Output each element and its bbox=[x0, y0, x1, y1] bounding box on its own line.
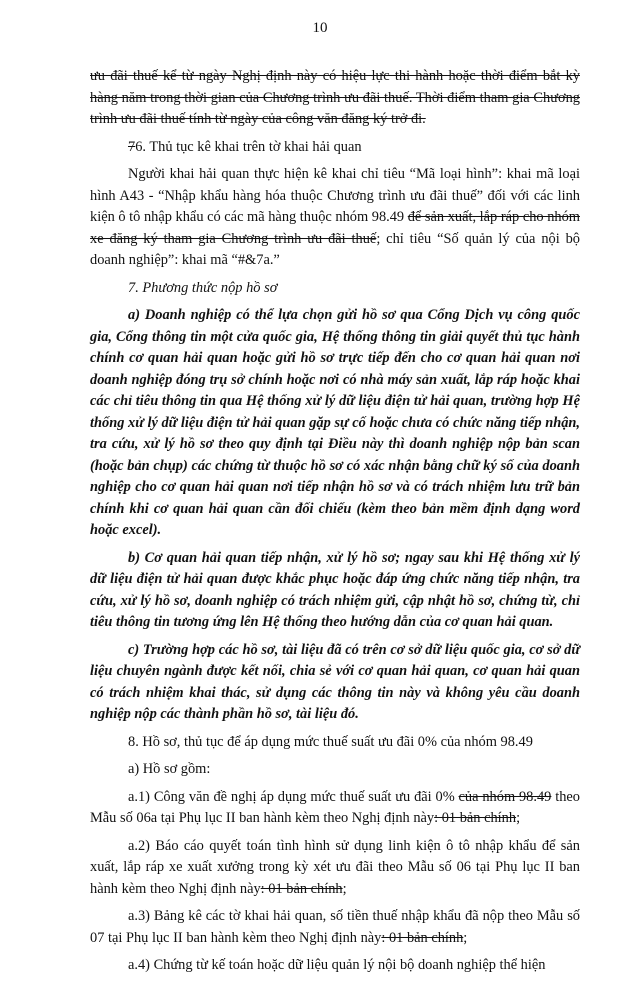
paragraph-a4 bbox=[90, 955, 580, 977]
paragraph-a3 bbox=[90, 906, 580, 949]
heading-item-8 bbox=[90, 732, 580, 754]
text-run: ; bbox=[463, 929, 468, 946]
paragraph-item-b bbox=[90, 548, 580, 634]
document-body bbox=[90, 66, 580, 983]
text-run: c) Trường hợp các hồ sơ, tài liệu đã có trên cơ sở dữ liệu quốc gia, cơ sở dữ liệu chuyên ngành được kết nối, chia sẻ với cơ quan hải quan, cơ quan hải quan có trách nhiệm khai thác, sử dụng các thông tin này và không yêu cầu doanh nghiệp nộp các thành phần hồ sơ, tài liệu đó. bbox=[90, 641, 580, 722]
deleted-text: 7 bbox=[128, 138, 136, 155]
heading-item-6 bbox=[90, 137, 580, 159]
heading-text: 8. Hồ sơ, thủ tục để áp dụng mức thuế suất ưu đãi 0% của nhóm 98.49 bbox=[128, 733, 533, 750]
paragraph-a-dossier bbox=[90, 759, 580, 781]
text-run: ; chỉ tiêu “Số quản lý của nội bộ doanh nghiệp”: khai mã “#&7a.” bbox=[90, 230, 580, 268]
heading-text: 7. Phương thức nộp hồ sơ bbox=[128, 279, 278, 296]
deleted-text: : 01 bản chính bbox=[434, 810, 517, 826]
deleted-text: : 01 bản chính bbox=[381, 929, 464, 946]
text-run: theo Mẫu số 06a tại Phụ lục II ban hành kèm theo Nghị định này bbox=[90, 788, 580, 826]
text-run: b) Cơ quan hải quan tiếp nhận, xử lý hồ sơ; ngay sau khi Hệ thống xử lý dữ liệu điện tử hải quan được khắc phục hoặc đáp ứng chức năng tiếp nhận, tra cứu, xử lý hồ sơ, doanh nghiệp có trách nhiệm gửi, cập nhật hồ sơ, chứng từ, chỉ tiêu thông tin tương ứng lên Hệ thống theo hướng dẫn của cơ quan hải quan. bbox=[90, 549, 580, 630]
text-run: Người khai hải quan thực hiện kê khai chỉ tiêu “Mã loại hình”: khai mã loại hình A43 - “Nhập khẩu hàng hóa thuộc Chương trình ưu đãi thuế” đối với các linh kiện ô tô nhập khẩu có các mã hàng thuộc nhóm 98.49 bbox=[90, 166, 580, 225]
paragraph-item-c bbox=[90, 640, 580, 726]
text-run: a) Hồ sơ gồm: bbox=[128, 761, 211, 777]
deleted-text: để sản xuất, lắp ráp cho nhóm xe đăng ký tham gia Chương trình ưu đãi thuế bbox=[90, 209, 580, 247]
paragraph-a1 bbox=[90, 787, 580, 830]
paragraph-a2 bbox=[90, 836, 580, 901]
paragraph-declaration bbox=[90, 164, 580, 272]
heading-text: 6. Thủ tục kê khai trên tờ khai hải quan bbox=[135, 138, 362, 155]
deleted-text: của nhóm 98.49 bbox=[458, 788, 552, 805]
deleted-text: : 01 bản chính bbox=[260, 880, 343, 897]
text-run: a.3) Bảng kê các tờ khai hải quan, số tiền thuế nhập khẩu đã nộp theo Mẫu số 07 tại Phụ lục II ban hành kèm theo Nghị định này bbox=[90, 908, 580, 946]
heading-item-7 bbox=[90, 278, 580, 300]
deleted-text: ưu đãi thuế kể từ ngày Nghị định này có hiệu lực thi hành hoặc thời điểm bắt kỳ hàng năm trong thời gian của Chương trình ưu đãi thuế. Thời điểm tham gia Chương trình ưu đãi thuế tính từ ngày của công văn đăng ký trở đi. bbox=[90, 68, 580, 127]
text-run: a.4) Chứng từ kế toán hoặc dữ liệu quản lý nội bộ doanh nghiệp thể hiện bbox=[128, 957, 546, 973]
text-run: a.1) Công văn đề nghị áp dụng mức thuế suất ưu đãi 0% bbox=[128, 788, 459, 805]
text-run: a) Doanh nghiệp có thể lựa chọn gửi hồ sơ qua Cổng Dịch vụ công quốc gia, Cổng thông tin một cửa quốc gia, Hệ thống thông tin giải quyết thủ tục hành chính cơ quan hải quan hoặc gửi hồ sơ trực tiếp đến cho cơ quan hải quan nơi doanh nghiệp đóng trụ sở chính hoặc nơi có nhà máy sản xuất, lắp ráp hoặc khai các chỉ tiêu thông tin qua Hệ thống xử lý dữ liệu điện tử hải quan, trường hợp Hệ thống xử lý dữ liệu điện tử hải quan gặp sự cố hoặc chưa có chức năng tiếp nhận, tra cứu, xử lý hồ sơ theo quy định tại Điều này thì doanh nghiệp nộp bản scan (hoặc bản chụp) các chứng từ thuộc hồ sơ có xác nhận bằng chữ ký số của doanh nghiệp cho cơ quan hải quan nơi tiếp nhận hồ sơ và có trách nhiệm lưu trữ bản chính khi cơ quan hải quan cần đối chiếu (kèm theo bản mềm định dạng word hoặc excel). bbox=[90, 307, 580, 538]
text-run: ; bbox=[516, 810, 521, 826]
text-run: ; bbox=[342, 880, 347, 897]
paragraph-item-a bbox=[90, 305, 580, 542]
paragraph-deleted-intro bbox=[90, 66, 580, 131]
page-number: 10 bbox=[312, 20, 328, 36]
text-run: a.2) Báo cáo quyết toán tình hình sử dụng linh kiện ô tô nhập khẩu để sản xuất, lắp ráp xe xuất xưởng trong kỳ xét ưu đãi theo Mẫu số 06 tại Phụ lục II ban hành kèm theo Nghị định này bbox=[90, 837, 580, 897]
